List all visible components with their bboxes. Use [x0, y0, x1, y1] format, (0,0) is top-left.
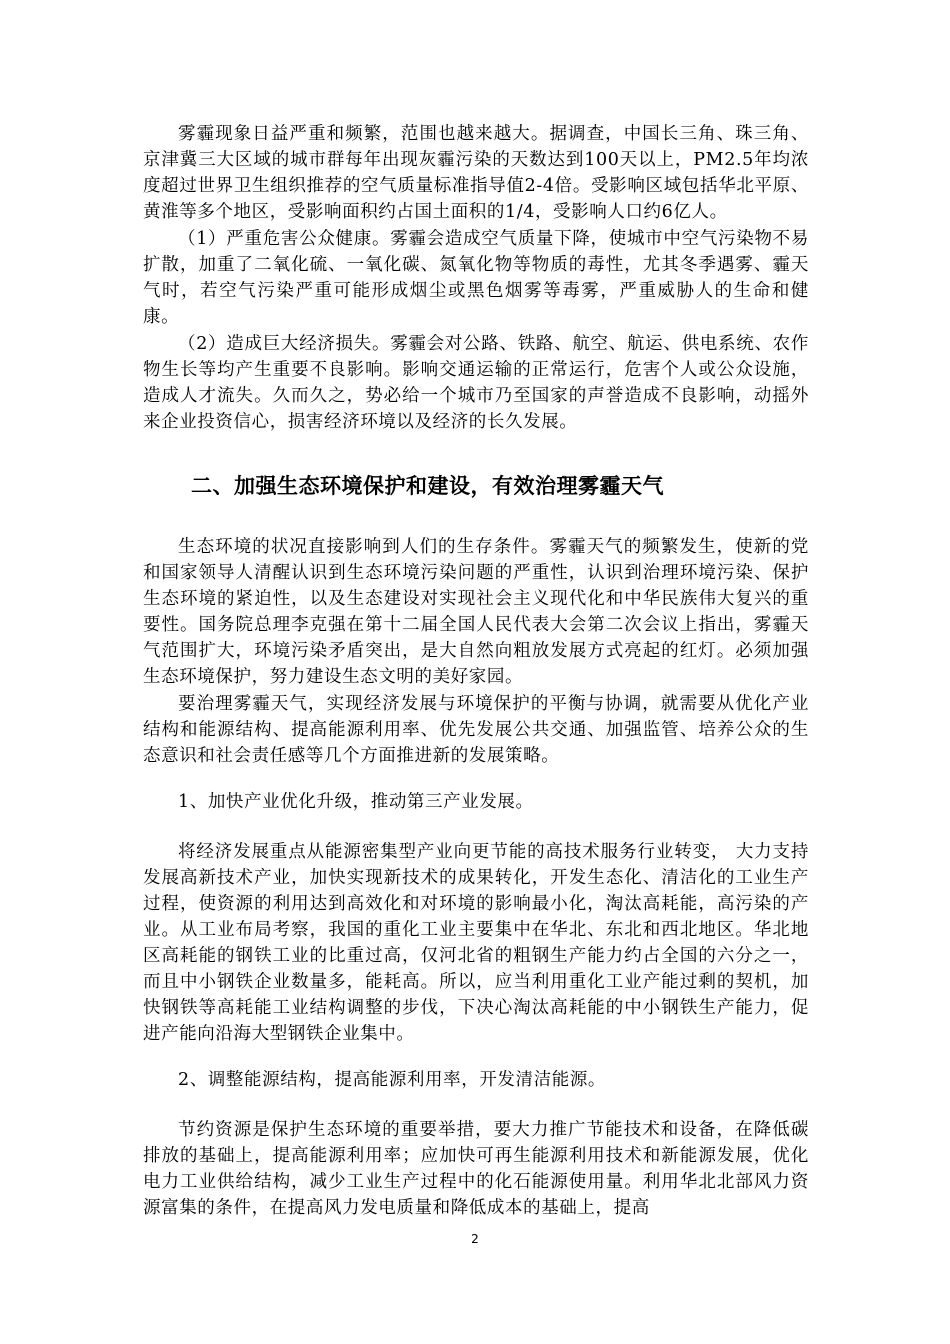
page-number: 2: [471, 1232, 479, 1246]
paragraph-haze-overview: 雾霾现象日益严重和频繁，范围也越来越大。据调查，中国长三角、珠三角、京津冀三大区域的城市群每年出现灰霾污染的天数达到100天以上，PM2.5年均浓度超过世界卫生组织推荐的空气质量标准指导值2-4倍。受影响区域包括华北平原、黄淮等多个地区，受影响面积约占国土面积的1/4，受影响人口约6亿人。: [143, 124, 809, 222]
paragraph-ecology-intro: 生态环境的状况直接影响到人们的生存条件。雾霾天气的频繁发生，使新的党和国家领导人清醒认识到生态环境污染问题的严重性，认识到治理环境污染、保护生态环境的紧迫性，以及生态建设对实现社会主义现代化和中华民族伟大复兴的重要性。国务院总理李克强在第十二届全国人民代表大会第二次会议上指出，雾霾天气范围扩大，环境污染矛盾突出，是大自然向粗放发展方式亮起的红灯。必须加强生态环境保护，努力建设生态文明的美好家园。: [143, 537, 809, 687]
paragraph-economic-loss: （2）造成巨大经济损失。雾霾会对公路、铁路、航空、航运、供电系统、农作物生长等均产生重要不良影响。影响交通运输的正常运行，危害个人或公众设施，造成人才流失。久而久之，势必给一个城市乃至国家的声誉造成不良影响，动摇外来企业投资信心，损害经济环境以及经济的长久发展。: [143, 334, 809, 432]
section-heading: 二、加强生态环境保护和建设，有效治理雾霾天气: [191, 474, 664, 498]
subsection-title-industry: 1、加快产业优化升级，推动第三产业发展。: [178, 792, 534, 812]
paragraph-industry: 将经济发展重点从能源密集型产业向更节能的高技术服务行业转变， 大力支持发展高新技术产业，加快实现新技术的成果转化，开发生态化、清洁化的工业生产过程，使资源的利用达到高效化和对环境的影响最小化，淘汰高耗能，高污染的产业。从工业布局考察，我国的重化工业主要集中在华北、东北和西北地区。华北地区高耗能的钢铁工业的比重过高，仅河北省的粗钢生产能力约占全国的六分之一，而且中小钢铁企业数量多，能耗高。所以，应当利用重化工业产能过剩的契机，加快钢铁等高耗能工业结构调整的步伐，下决心淘汰高耗能的中小钢铁生产能力，促进产能向沿海大型钢铁企业集中。: [143, 842, 809, 1044]
paragraph-health-impact: （1）严重危害公众健康。雾霾会造成空气质量下降，使城市中空气污染物不易扩散，加重了二氧化硫、一氧化碳、氮氧化物等物质的毒性，尤其冬季遇雾、霾天气时，若空气污染严重可能形成烟尘或黑色烟雾等毒雾，严重威胁人的生命和健康。: [143, 229, 809, 327]
paragraph-energy: 节约资源是保护生态环境的重要举措，要大力推广节能技术和设备，在降低碳排放的基础上，提高能源利用率；应加快可再生能源利用技术和新能源发展，优化电力工业供给结构，减少工业生产过程中的化石能源使用量。利用华北北部风力资源富集的条件，在提高风力发电质量和降低成本的基础上，提高: [143, 1120, 809, 1218]
subsection-title-energy: 2、调整能源结构，提高能源利用率，开发清洁能源。: [178, 1070, 607, 1090]
paragraph-strategy: 要治理雾霾天气，实现经济发展与环境保护的平衡与协调，就需要从优化产业结构和能源结构、提高能源利用率、优先发展公共交通、加强监管、培养公众的生态意识和社会责任感等几个方面推进新的发展策略。: [143, 694, 809, 766]
document-body: [143, 121, 809, 1221]
